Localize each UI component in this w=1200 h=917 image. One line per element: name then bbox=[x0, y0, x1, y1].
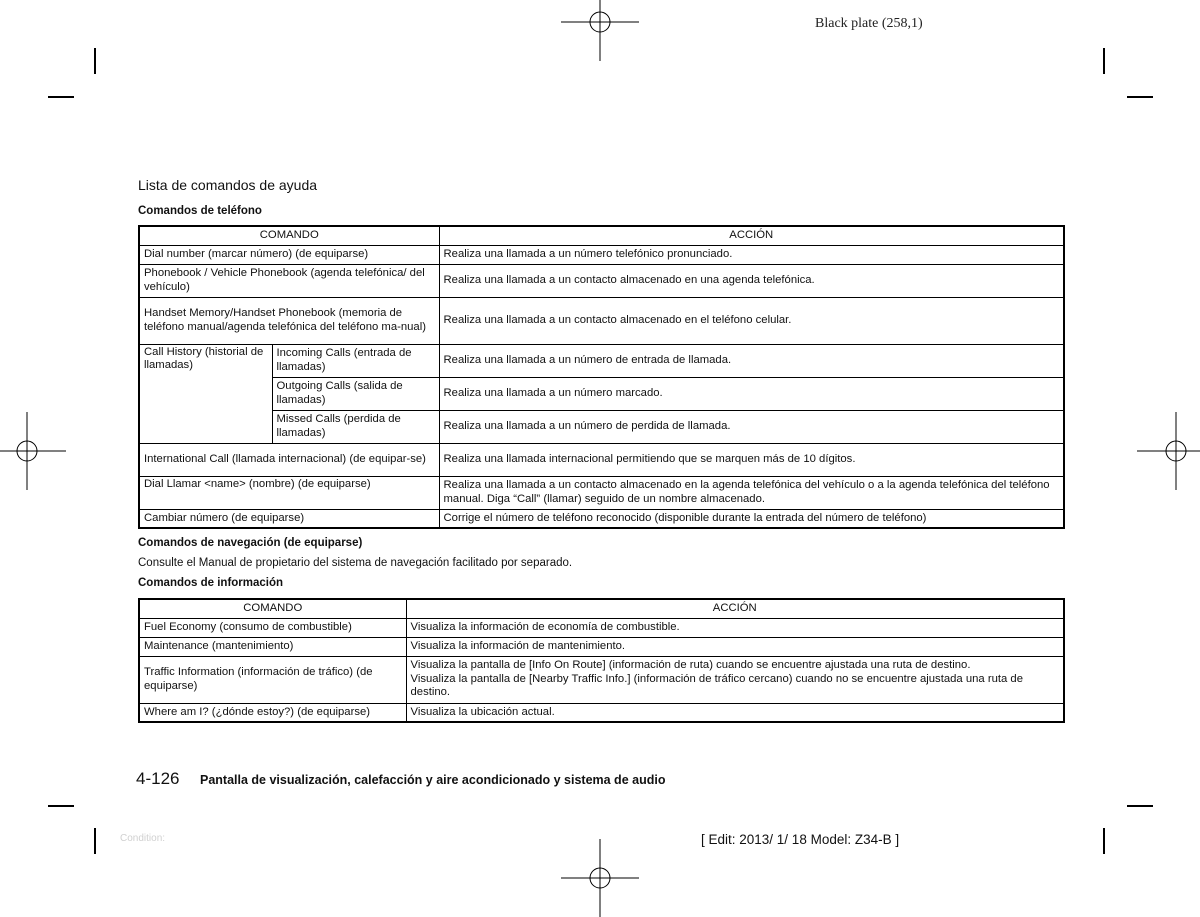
subcommand-cell: Missed Calls (perdida de llamadas) bbox=[272, 410, 439, 443]
registration-mark-icon bbox=[1137, 412, 1200, 490]
table-row bbox=[139, 618, 1064, 637]
command-cell: Handset Memory/Handset Phonebook (memoria de teléfono manual/agenda telefónica del teléfono ma-nual) bbox=[139, 297, 439, 344]
action-cell: Visualiza la información de mantenimiento. bbox=[406, 637, 1064, 656]
action-cell: Realiza una llamada a un número de perdida de llamada. bbox=[439, 410, 1064, 443]
crop-mark bbox=[1103, 48, 1105, 74]
info-section-heading: Comandos de información bbox=[138, 577, 284, 589]
table-row bbox=[139, 656, 1064, 703]
table-header-row bbox=[139, 599, 1064, 618]
command-cell: Maintenance (mantenimiento) bbox=[139, 637, 406, 656]
condition-label: Condition: bbox=[120, 833, 166, 844]
registration-mark-icon bbox=[561, 839, 639, 917]
registration-mark-icon bbox=[0, 412, 66, 490]
action-cell: Realiza una llamada a un contacto almacenado en una agenda telefónica. bbox=[439, 264, 1064, 297]
table-row bbox=[139, 443, 1064, 476]
phone-commands-table bbox=[138, 225, 1065, 529]
command-cell: Phonebook / Vehicle Phonebook (agenda telefónica/ del vehículo) bbox=[139, 264, 439, 297]
command-cell: Fuel Economy (consumo de combustible) bbox=[139, 618, 406, 637]
action-cell: Realiza una llamada a un contacto almacenado en la agenda telefónica del vehículo o a la agenda telefónica del teléfono manual. Diga “Call” (llamar) seguido de un nombre almacenado. bbox=[439, 476, 1064, 509]
table-row bbox=[139, 637, 1064, 656]
command-cell: Where am I? (¿dónde estoy?) (de equiparse) bbox=[139, 703, 406, 722]
action-cell bbox=[406, 656, 1064, 703]
action-cell: Visualiza la ubicación actual. bbox=[406, 703, 1064, 722]
column-header-action: ACCIÓN bbox=[439, 226, 1064, 245]
table-row bbox=[139, 297, 1064, 344]
column-header-command: COMANDO bbox=[139, 599, 406, 618]
nav-section-heading: Comandos de navegación (de equiparse) bbox=[138, 537, 363, 549]
info-commands-table bbox=[138, 598, 1065, 723]
crop-mark bbox=[48, 805, 74, 807]
table-row bbox=[139, 509, 1064, 528]
action-cell: Realiza una llamada internacional permitiendo que se marquen más de 10 dígitos. bbox=[439, 443, 1064, 476]
table-row bbox=[139, 410, 1064, 443]
crop-mark bbox=[94, 828, 96, 854]
crop-mark bbox=[1103, 828, 1105, 854]
table-row bbox=[139, 703, 1064, 722]
subcommand-cell: Outgoing Calls (salida de llamadas) bbox=[272, 377, 439, 410]
table-header-row bbox=[139, 226, 1064, 245]
plate-label: Black plate (258,1) bbox=[815, 16, 923, 31]
action-cell: Realiza una llamada a un número marcado. bbox=[439, 377, 1064, 410]
table-row bbox=[139, 476, 1064, 509]
edit-info: [ Edit: 2013/ 1/ 18 Model: Z34-B ] bbox=[701, 832, 900, 847]
chapter-title: Pantalla de visualización, calefacción y aire acondicionado y sistema de audio bbox=[200, 773, 666, 787]
action-cell: Visualiza la información de economía de combustible. bbox=[406, 618, 1064, 637]
phone-section-heading: Comandos de teléfono bbox=[138, 205, 262, 217]
subcommand-cell: Incoming Calls (entrada de llamadas) bbox=[272, 344, 439, 377]
command-cell: Call History (historial de llamadas) bbox=[139, 344, 272, 443]
action-cell: Realiza una llamada a un número de entrada de llamada. bbox=[439, 344, 1064, 377]
table-row bbox=[139, 245, 1064, 264]
crop-mark bbox=[1127, 805, 1153, 807]
action-line: Visualiza la pantalla de [Info On Route] (información de ruta) cuando se encuentre ajustada una ruta de destino. bbox=[410, 659, 971, 672]
table-row bbox=[139, 264, 1064, 297]
command-cell: Dial number (marcar número) (de equiparse) bbox=[139, 245, 439, 264]
crop-mark bbox=[1127, 96, 1153, 98]
table-row bbox=[139, 344, 1064, 377]
command-cell: International Call (llamada internacional) (de equipar-se) bbox=[139, 443, 439, 476]
command-cell: Traffic Information (información de tráfico) (de equiparse) bbox=[139, 656, 406, 703]
action-cell: Corrige el número de teléfono reconocido (disponible durante la entrada del número de teléfono) bbox=[439, 509, 1064, 528]
action-line: Visualiza la pantalla de [Nearby Traffic Info.] (información de tráfico cercano) cuando no se encuentre ajustada una ruta de destino. bbox=[410, 672, 1023, 699]
action-cell: Realiza una llamada a un contacto almacenado en el teléfono celular. bbox=[439, 297, 1064, 344]
page-number: 4-126 bbox=[136, 769, 180, 788]
nav-section-text: Consulte el Manual de propietario del sistema de navegación facilitado por separado. bbox=[138, 557, 573, 569]
crop-mark bbox=[48, 96, 74, 98]
action-cell: Realiza una llamada a un número telefónico pronunciado. bbox=[439, 245, 1064, 264]
crop-mark bbox=[94, 48, 96, 74]
command-cell: Cambiar número (de equiparse) bbox=[139, 509, 439, 528]
column-header-action: ACCIÓN bbox=[406, 599, 1064, 618]
table-row bbox=[139, 377, 1064, 410]
command-cell: Dial Llamar <name> (nombre) (de equiparse) bbox=[139, 476, 439, 509]
page-title: Lista de comandos de ayuda bbox=[138, 177, 318, 193]
column-header-command: COMANDO bbox=[139, 226, 439, 245]
registration-mark-icon bbox=[561, 0, 639, 61]
